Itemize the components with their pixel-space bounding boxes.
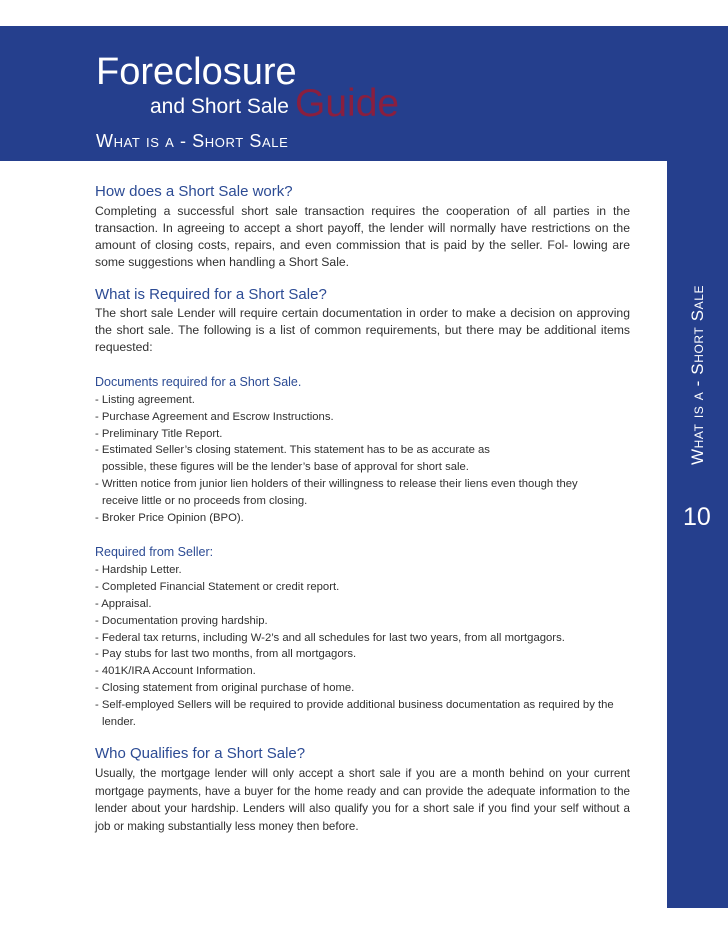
side-section-title: What is a - Short Sale — [688, 284, 707, 465]
list-item: - Listing agreement. — [95, 394, 195, 406]
guide-title-sub: and Short Sale — [150, 95, 289, 118]
side-band — [667, 26, 728, 908]
list-item: - Self-employed Sellers will be required to provide additional business documentation as required by the lender. — [95, 698, 614, 728]
heading-required: What is Required for a Short Sale? — [95, 286, 327, 303]
list-item: - Written notice from junior lien holders of their willingness to release their liens even though they receive little or no proceeds from closing. — [95, 477, 578, 507]
list-item: - Preliminary Title Report. — [95, 427, 223, 440]
guide-title: Foreclosure — [96, 51, 297, 93]
list-item: - Pay stubs for last two months, from all mortgagors. — [95, 648, 357, 661]
guide-title-word: Guide — [295, 82, 400, 125]
documents-list — [95, 392, 630, 526]
heading-documents: Documents required for a Short Sale. — [95, 375, 302, 389]
list-item: - Hardship Letter. — [95, 564, 182, 577]
list-item: - Purchase Agreement and Escrow Instructions. — [95, 410, 334, 423]
paragraph-qualifies: Usually, the mortgage lender will only accept a short sale if you are a month behind on your current mortgage payments, have a buyer for the home ready and can provide the adequate information to the lender about your hardship. Lenders will also qualify you for a short sale if you find your self without a job or making substantially less money then before. — [95, 767, 630, 833]
list-item: - Estimated Seller’s closing statement. This statement has to be as accurate as possible, these figures will be the lender’s base of approval for short sale. — [95, 444, 490, 474]
list-item: - Appraisal. — [95, 597, 152, 610]
paragraph-required: The short sale Lender will require certain documentation in order to make a decision on approving the short sale. The following is a list of common requirements, but there may be additional items requested: — [95, 306, 630, 354]
paragraph-how-works: Completing a successful short sale transaction requires the cooperation of all parties in the transaction. In agreeing to accept a short payoff, the lender will normally have restrictions on the amount of closing costs, repairs, and even commission that is paid by the seller. Fol- lowing are some suggestions when handling a Short Sale. — [95, 204, 630, 269]
heading-how-works: How does a Short Sale work? — [95, 183, 293, 200]
main-content — [95, 183, 630, 835]
list-item: - Completed Financial Statement or credit report. — [95, 581, 340, 594]
list-item: - Closing statement from original purchase of home. — [95, 681, 355, 694]
list-item: - 401K/IRA Account Information. — [95, 665, 256, 678]
list-item: - Broker Price Opinion (BPO). — [95, 511, 244, 524]
heading-qualifies: Who Qualifies for a Short Sale? — [95, 745, 306, 763]
page-number: 10 — [683, 503, 711, 531]
seller-list — [95, 562, 630, 730]
list-item: - Federal tax returns, including W-2’s and all schedules for last two years, from all mortgagors. — [95, 631, 565, 644]
section-subtitle: What is a - Short Sale — [96, 131, 289, 151]
heading-seller: Required from Seller: — [95, 545, 214, 560]
list-item: - Documentation proving hardship. — [95, 614, 268, 627]
